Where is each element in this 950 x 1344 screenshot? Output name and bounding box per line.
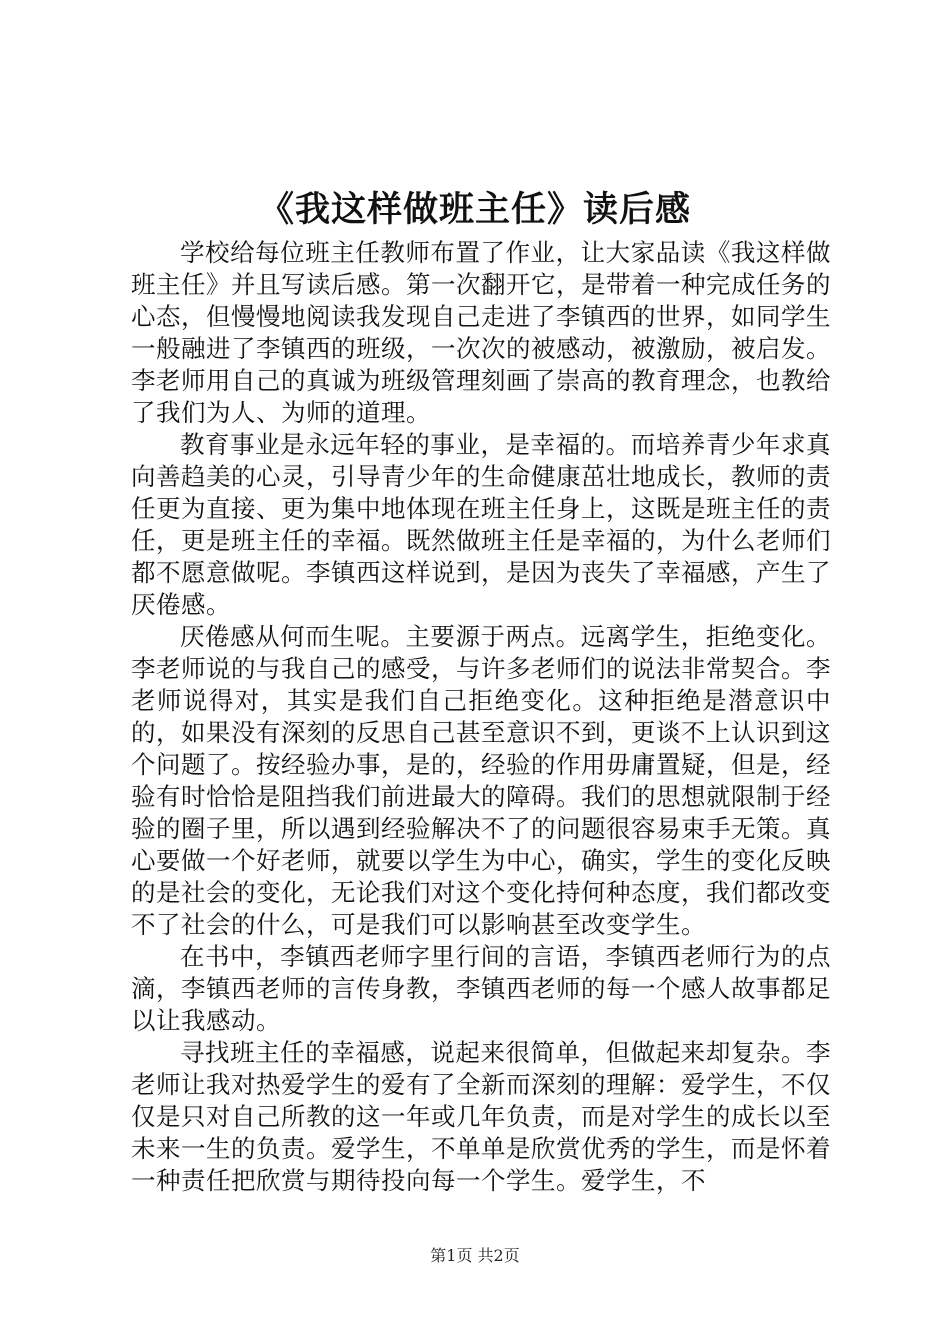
- page-number-footer: 第1页 共2页: [430, 1246, 520, 1265]
- document-title: 《我这样做班主任》读后感: [258, 189, 691, 230]
- paragraph-3: 厌倦感从何而生呢。主要源于两点。远离学生，拒绝变化。李老师说的与我自己的感受，与许多老师们的说法非常契合。李老师说得对，其实是我们自己拒绝变化。这种拒绝是潜意识中的，如果没有深刻的反思自己甚至意识不到，更谈不上认识到这个问题了。按经验办事，是的，经验的作用毋庸置疑，但是，经验有时恰恰是阻挡我们前进最大的障碍。我们的思想就限制于经验的圈子里，所以遇到经验解决不了的问题很容易束手无策。真心要做一个好老师，就要以学生为中心，确实，学生的变化反映的是社会的变化，无论我们对这个变化持何种态度，我们都改变不了社会的什么，可是我们可以影响甚至改变学生。: [131, 622, 831, 939]
- paragraph-1: 学校给每位班主任教师布置了作业，让大家品读《我这样做班主任》并且写读后感。第一次翻开它，是带着一种完成任务的心态，但慢慢地阅读我发现自己走进了李镇西的世界，如同学生一般融进了李镇西的班级，一次次的被感动，被激励，被启发。李老师用自己的真诚为班级管理刻画了崇高的教育理念，也教给了我们为人、为师的道理。: [131, 238, 831, 427]
- paragraph-2: 教育事业是永远年轻的事业，是幸福的。而培养青少年求真向善趋美的心灵，引导青少年的生命健康茁壮地成长，教师的责任更为直接、更为集中地体现在班主任身上，这既是班主任的责任，更是班主任的幸福。既然做班主任是幸福的，为什么老师们都不愿意做呢。李镇西这样说到，是因为丧失了幸福感，产生了厌倦感。: [131, 430, 831, 619]
- paragraph-5: 寻找班主任的幸福感，说起来很简单，但做起来却复杂。李老师让我对热爱学生的爱有了全新而深刻的理解：爱学生，不仅仅是只对自己所教的这一年或几年负责，而是对学生的成长以至未来一生的负责。爱学生，不单单是欣赏优秀的学生，而是怀着一种责任把欣赏与期待投向每一个学生。爱学生，不: [131, 1038, 831, 1195]
- paragraph-4: 在书中，李镇西老师字里行间的言语，李镇西老师行为的点滴，李镇西老师的言传身教，李镇西老师的每一个感人故事都足以让我感动。: [131, 942, 831, 1035]
- document-body: [131, 237, 831, 1197]
